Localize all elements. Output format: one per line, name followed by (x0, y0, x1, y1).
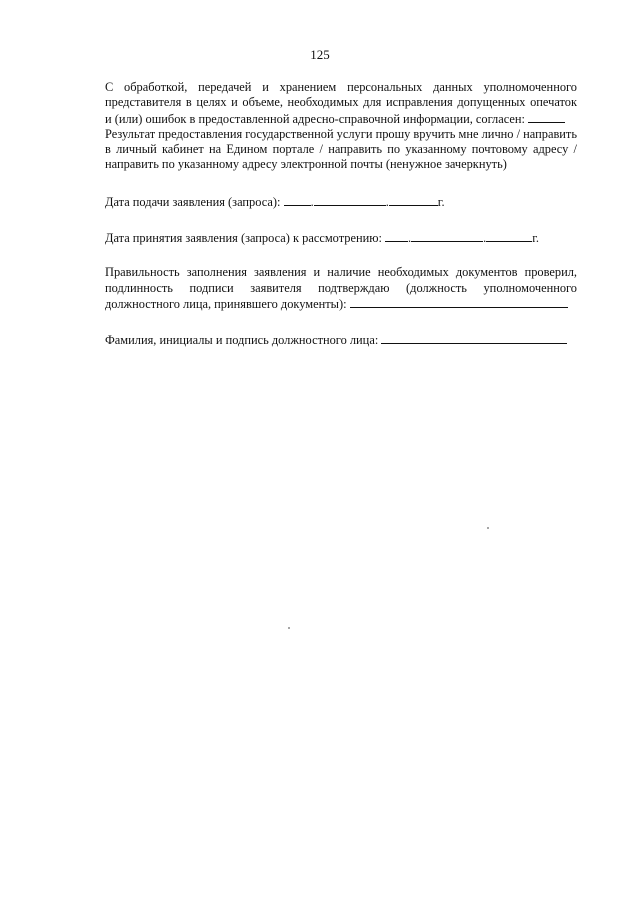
verification-line-2: подлинность подписи заявителя подтверждаю (должность уполномоченного (105, 280, 577, 295)
scan-speck (288, 627, 290, 629)
submission-day-blank[interactable] (284, 194, 311, 206)
acceptance-day-blank[interactable] (385, 230, 408, 242)
verification-paragraph (105, 265, 577, 312)
submission-date-line (105, 194, 577, 210)
consent-signature-blank[interactable] (528, 111, 565, 123)
acceptance-date-separator-2: . (483, 231, 487, 246)
submission-date-separator-1: . (310, 194, 314, 209)
page-number: 125 (310, 47, 330, 62)
acceptance-year-suffix: г. (532, 231, 540, 246)
acceptance-date-separator-1: . (408, 231, 412, 246)
scan-speck (487, 527, 489, 529)
submission-date-label: Дата подачи заявления (запроса): (105, 194, 281, 209)
official-signature-blank[interactable] (381, 332, 567, 344)
acceptance-year-blank[interactable] (486, 230, 532, 242)
submission-year-suffix: г. (437, 194, 445, 209)
official-signature-line (105, 332, 577, 348)
acceptance-date-label: Дата принятия заявления (запроса) к рассмотрению: (105, 231, 382, 246)
consent-line-2: представителя в целях и объеме, необходимых для исправления допущенных опечаток (105, 95, 577, 110)
submission-date-row (105, 194, 577, 210)
submission-year-blank[interactable] (389, 194, 438, 206)
verification-line-1: Правильность заполнения заявления и наличие необходимых документов проверил, (105, 265, 577, 280)
official-position-blank[interactable] (350, 296, 568, 308)
consent-line-3-text: и (или) ошибок в предоставленной адресно-справочной информации, согласен: (105, 111, 525, 126)
verification-line-3 (105, 296, 577, 312)
official-signature-row (105, 332, 577, 348)
acceptance-date-row (105, 230, 577, 246)
consent-paragraph (105, 80, 577, 127)
delivery-line-3: направить по указанному адресу электронной почты (ненужное зачеркнуть) (105, 157, 507, 172)
delivery-paragraph (105, 127, 577, 173)
official-signature-label: Фамилия, инициалы и подпись должностного лица: (105, 333, 379, 348)
delivery-line-2: в личный кабинет на Едином портале / направить по указанному почтовому адресу / (105, 142, 577, 157)
consent-line-3 (105, 111, 577, 127)
acceptance-date-line (105, 230, 577, 246)
submission-month-blank[interactable] (314, 194, 386, 206)
delivery-line-1: Результат предоставления государственной услуги прошу вручить мне лично / направить (105, 126, 577, 141)
consent-line-1: С обработкой, передачей и хранением персональных данных уполномоченного (105, 80, 577, 94)
acceptance-month-blank[interactable] (411, 230, 483, 242)
verification-line-3-text: должностного лица, принявшего документы): (105, 296, 347, 311)
submission-date-separator-2: . (385, 194, 389, 209)
form-content (105, 80, 577, 349)
